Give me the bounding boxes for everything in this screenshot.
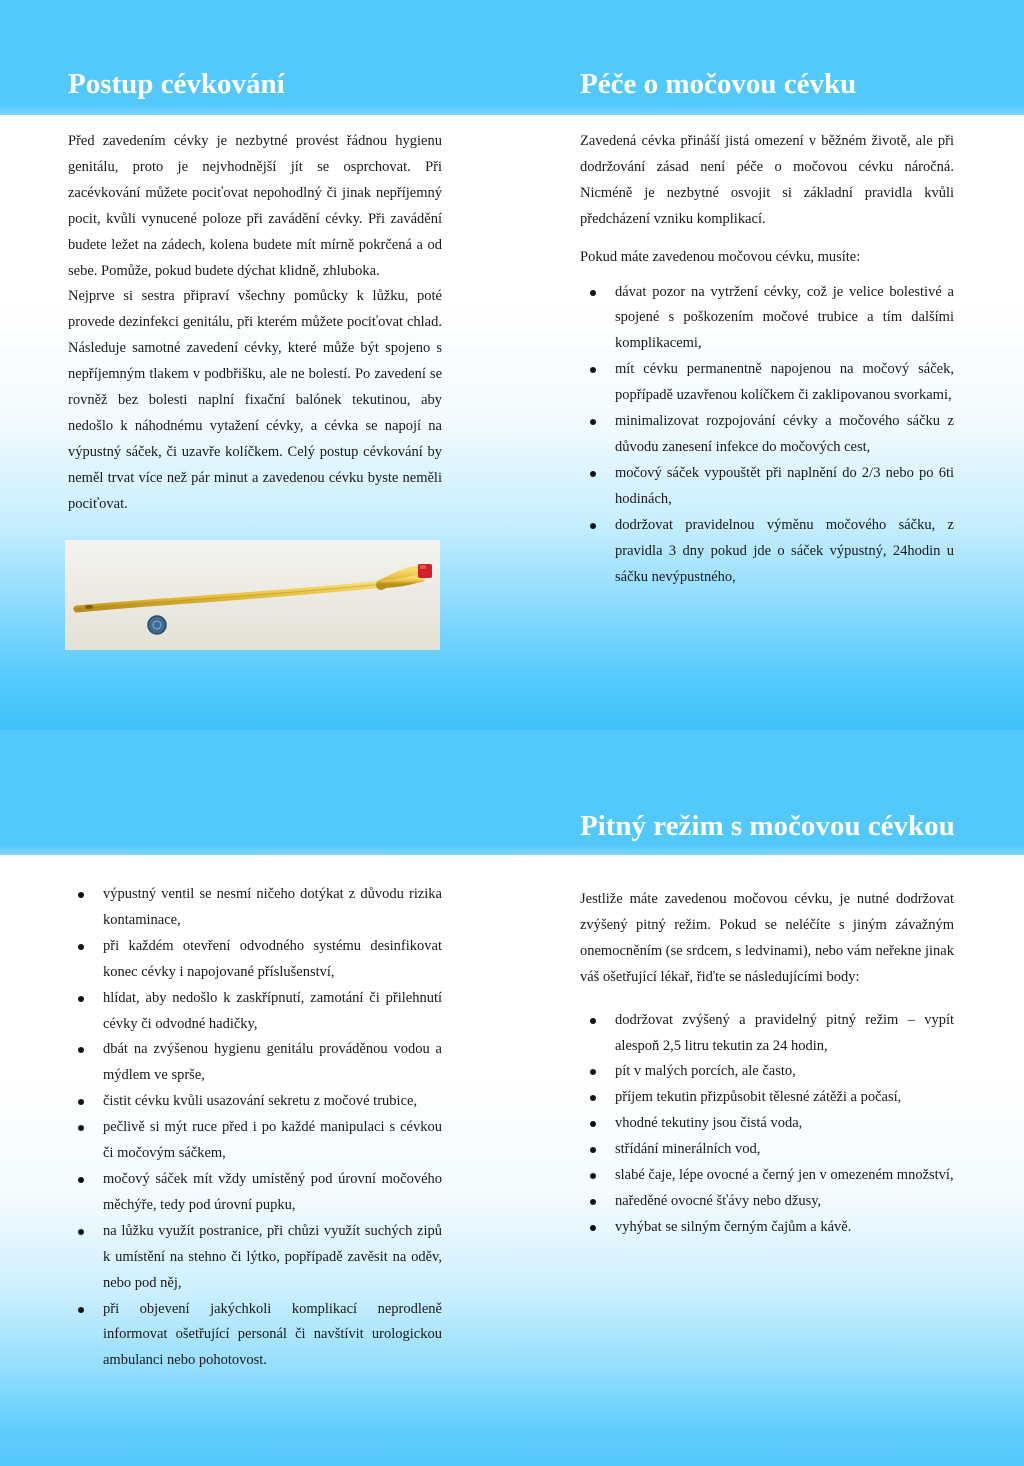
list-item-text: dodržovat pravidelnou výměnu močového sáčku, z pravidla 3 dny pokud jde o sáček výpustný, 24hodin u sáčku nevýpustného, xyxy=(615,516,954,585)
bullet-icon xyxy=(78,1229,84,1235)
bullet-icon xyxy=(590,471,596,477)
list-item-text: mít cévku permanentně napojenou na močový sáček, popřípadě uzavřenou kolíčkem či zaklipovanou svorkami, xyxy=(615,361,954,404)
bullet-icon xyxy=(78,1099,84,1105)
list-item xyxy=(580,1008,954,1060)
list-item-text: střídání minerálních vod, xyxy=(615,1141,761,1158)
bullet-icon xyxy=(590,367,596,373)
bullet-icon xyxy=(78,1125,84,1131)
list-item-text: močový sáček vypouštět při naplnění do 2/3 nebo po 6ti hodinách, xyxy=(615,464,954,507)
list-item-text: pít v malých porcích, ale často, xyxy=(615,1063,796,1080)
bullet-icon xyxy=(590,1225,596,1231)
bullet-icon xyxy=(78,892,84,898)
list-item xyxy=(580,1163,954,1189)
list-item xyxy=(68,1115,442,1167)
bottom-spread xyxy=(0,730,1024,1466)
bullet-icon xyxy=(590,523,596,529)
foley-catheter-illustration xyxy=(65,540,440,650)
procedure-paragraph-2: Nejprve si sestra připraví všechny pomůcky k lůžku, poté provede dezinfekci genitálu, při kterém můžete pociťovat chlad. Následuje samotné zavedení cévky, které může být spojeno s nepříjemným tlakem v podbřišku, ale ne bolestí. Po zavedení se rovněž bez bolesti naplní fixační balónek tekutinou, aby nedošlo k náhodnému vytažení cévky, a cévka se napojí na výpustný sáček, či uzavře kolíčkem. Celý postup cévkování by neměl trvat více než pár minut a zavedenou cévku byste neměli pociťovat. xyxy=(68,288,442,512)
drinking-text xyxy=(580,887,954,1241)
list-item-text: vhodné tekutiny jsou čistá voda, xyxy=(615,1115,803,1132)
bullet-icon xyxy=(590,1121,596,1127)
list-item-text: příjem tekutin přizpůsobit tělesné zátěži a počasí, xyxy=(615,1089,902,1106)
heading-postup-cevkovani: Postup cévkování xyxy=(68,68,285,100)
list-item xyxy=(68,1297,442,1375)
bullet-icon xyxy=(590,1095,596,1101)
list-item xyxy=(580,409,954,461)
bullet-icon xyxy=(78,1307,84,1313)
list-item-text: minimalizovat rozpojování cévky a močového sáčku z důvodu zanesení infekce do močových cest, xyxy=(615,413,954,455)
list-item-text: dodržovat zvýšený a pravidelný pitný režim – vypít alespoň 2,5 litru tekutin za 24 hodin, xyxy=(615,1011,954,1054)
list-item-text: pečlivě si mýt ruce před i po každé manipulaci s cévkou či močovým sáčkem, xyxy=(103,1119,442,1162)
list-item xyxy=(580,1111,954,1137)
bullet-icon xyxy=(590,1199,596,1205)
list-item xyxy=(580,513,954,591)
list-item xyxy=(580,357,954,409)
top-spread xyxy=(0,0,1024,730)
drinking-list xyxy=(580,1008,954,1241)
list-item xyxy=(580,1189,954,1215)
list-item xyxy=(68,882,442,934)
list-item xyxy=(68,1167,442,1219)
list-item xyxy=(580,1059,954,1085)
procedure-paragraph-1: Před zavedením cévky je nezbytné provést řádnou hygienu genitálu, proto je nejvhodnější jít se osprchovat. Při zacévkování můžete pociťovat nepohodlný či jinak nepříjemný pocit, kvůli vynucené poloze při zavádění cévky. Při zavádění budete ležet na zádech, kolena budete mít mírně pokrčená a od sebe. Pomůže, pokud budete dýchat klidně, zhluboka. xyxy=(68,133,442,279)
list-item-text: výpustný ventil se nesmí ničeho dotýkat z důvodu rizika kontaminace, xyxy=(103,886,442,928)
list-item-text: dbát na zvýšenou hygienu genitálu prováděnou vodou a mýdlem ve sprše, xyxy=(103,1041,442,1084)
bullet-icon xyxy=(590,1173,596,1179)
list-item-text: čistit cévku kvůli usazování sekretu z močové trubice, xyxy=(103,1093,418,1110)
bullet-icon xyxy=(590,419,596,425)
bullet-icon xyxy=(590,1147,596,1153)
list-item xyxy=(580,1085,954,1111)
list-item xyxy=(580,1215,954,1241)
bullet-icon xyxy=(590,290,596,296)
bullet-icon xyxy=(590,1069,596,1075)
list-item-text: vyhýbat se silným černým čajům a kávě. xyxy=(615,1218,852,1235)
bullet-icon xyxy=(78,1047,84,1053)
list-item-text: naředěné ovocné šťávy nebo džusy, xyxy=(615,1192,822,1209)
list-item-text: slabé čaje, lépe ovocné a černý jen v omezeném množství, xyxy=(615,1167,954,1184)
care-lead: Pokud máte zavedenou močovou cévku, musíte: xyxy=(580,248,861,265)
list-item xyxy=(68,1089,442,1115)
list-item xyxy=(68,1037,442,1089)
bullet-icon xyxy=(78,944,84,950)
list-item xyxy=(68,934,442,986)
catheter-photo xyxy=(65,540,440,650)
bullet-icon xyxy=(78,1177,84,1183)
procedure-text xyxy=(68,129,442,518)
list-item-text: dávat pozor na vytržení cévky, což je velice bolestivé a spojené s poškozením močové trubice a tím dalšími komplikacemi, xyxy=(615,283,954,352)
care-intro: Zavedená cévka přináší jistá omezení v běžném životě, ale při dodržování zásad není péče o močovou cévku náročná. Nicméně je nezbytné osvojit si základní pravidla kvůli předcházení vzniku komplikací. xyxy=(580,133,954,227)
care-rules-list xyxy=(68,882,442,1374)
bullet-icon xyxy=(590,1018,596,1024)
list-item-text: hlídat, aby nedošlo k zaskřípnutí, zamotání či přilehnutí cévky či odvodné hadičky, xyxy=(103,989,442,1032)
list-item xyxy=(580,461,954,513)
bullet-icon xyxy=(78,996,84,1002)
list-item-text: na lůžku využít postranice, při chůzi využít suchých zipů k umístění na stehno či lýtko, popřípadě zavěsit na oděv, nebo pod něj, xyxy=(103,1222,442,1291)
heading-pitny-rezim: Pitný režim s močovou cévkou xyxy=(580,810,955,842)
care-text xyxy=(580,129,954,590)
care-rules-text xyxy=(68,882,442,1374)
list-item xyxy=(580,280,954,358)
drinking-intro: Jestliže máte zavedenou močovou cévku, je nutné dodržovat zvýšený pitný režim. Pokud se neléčíte s jiným závažným onemocněním (se srdcem, s ledvinami), nebo vám neřekne jinak váš ošetřující lékař, řiďte se následujícími body: xyxy=(580,891,954,985)
heading-pece-o-mocovou-cevku: Péče o močovou cévku xyxy=(580,68,857,100)
list-item-text: při objevení jakýchkoli komplikací neprodleně informovat ošetřující personál či navštívit urologickou ambulanci nebo pohotovost. xyxy=(103,1300,442,1369)
list-item-text: při každém otevření odvodného systému desinfikovat konec cévky i napojované příslušenství, xyxy=(103,937,442,980)
list-item xyxy=(68,1219,442,1297)
list-item xyxy=(68,986,442,1038)
list-item xyxy=(580,1137,954,1163)
list-item-text: močový sáček mít vždy umístěný pod úrovní močového měchýře, tedy pod úrovní pupku, xyxy=(103,1170,442,1213)
care-list xyxy=(580,280,954,591)
